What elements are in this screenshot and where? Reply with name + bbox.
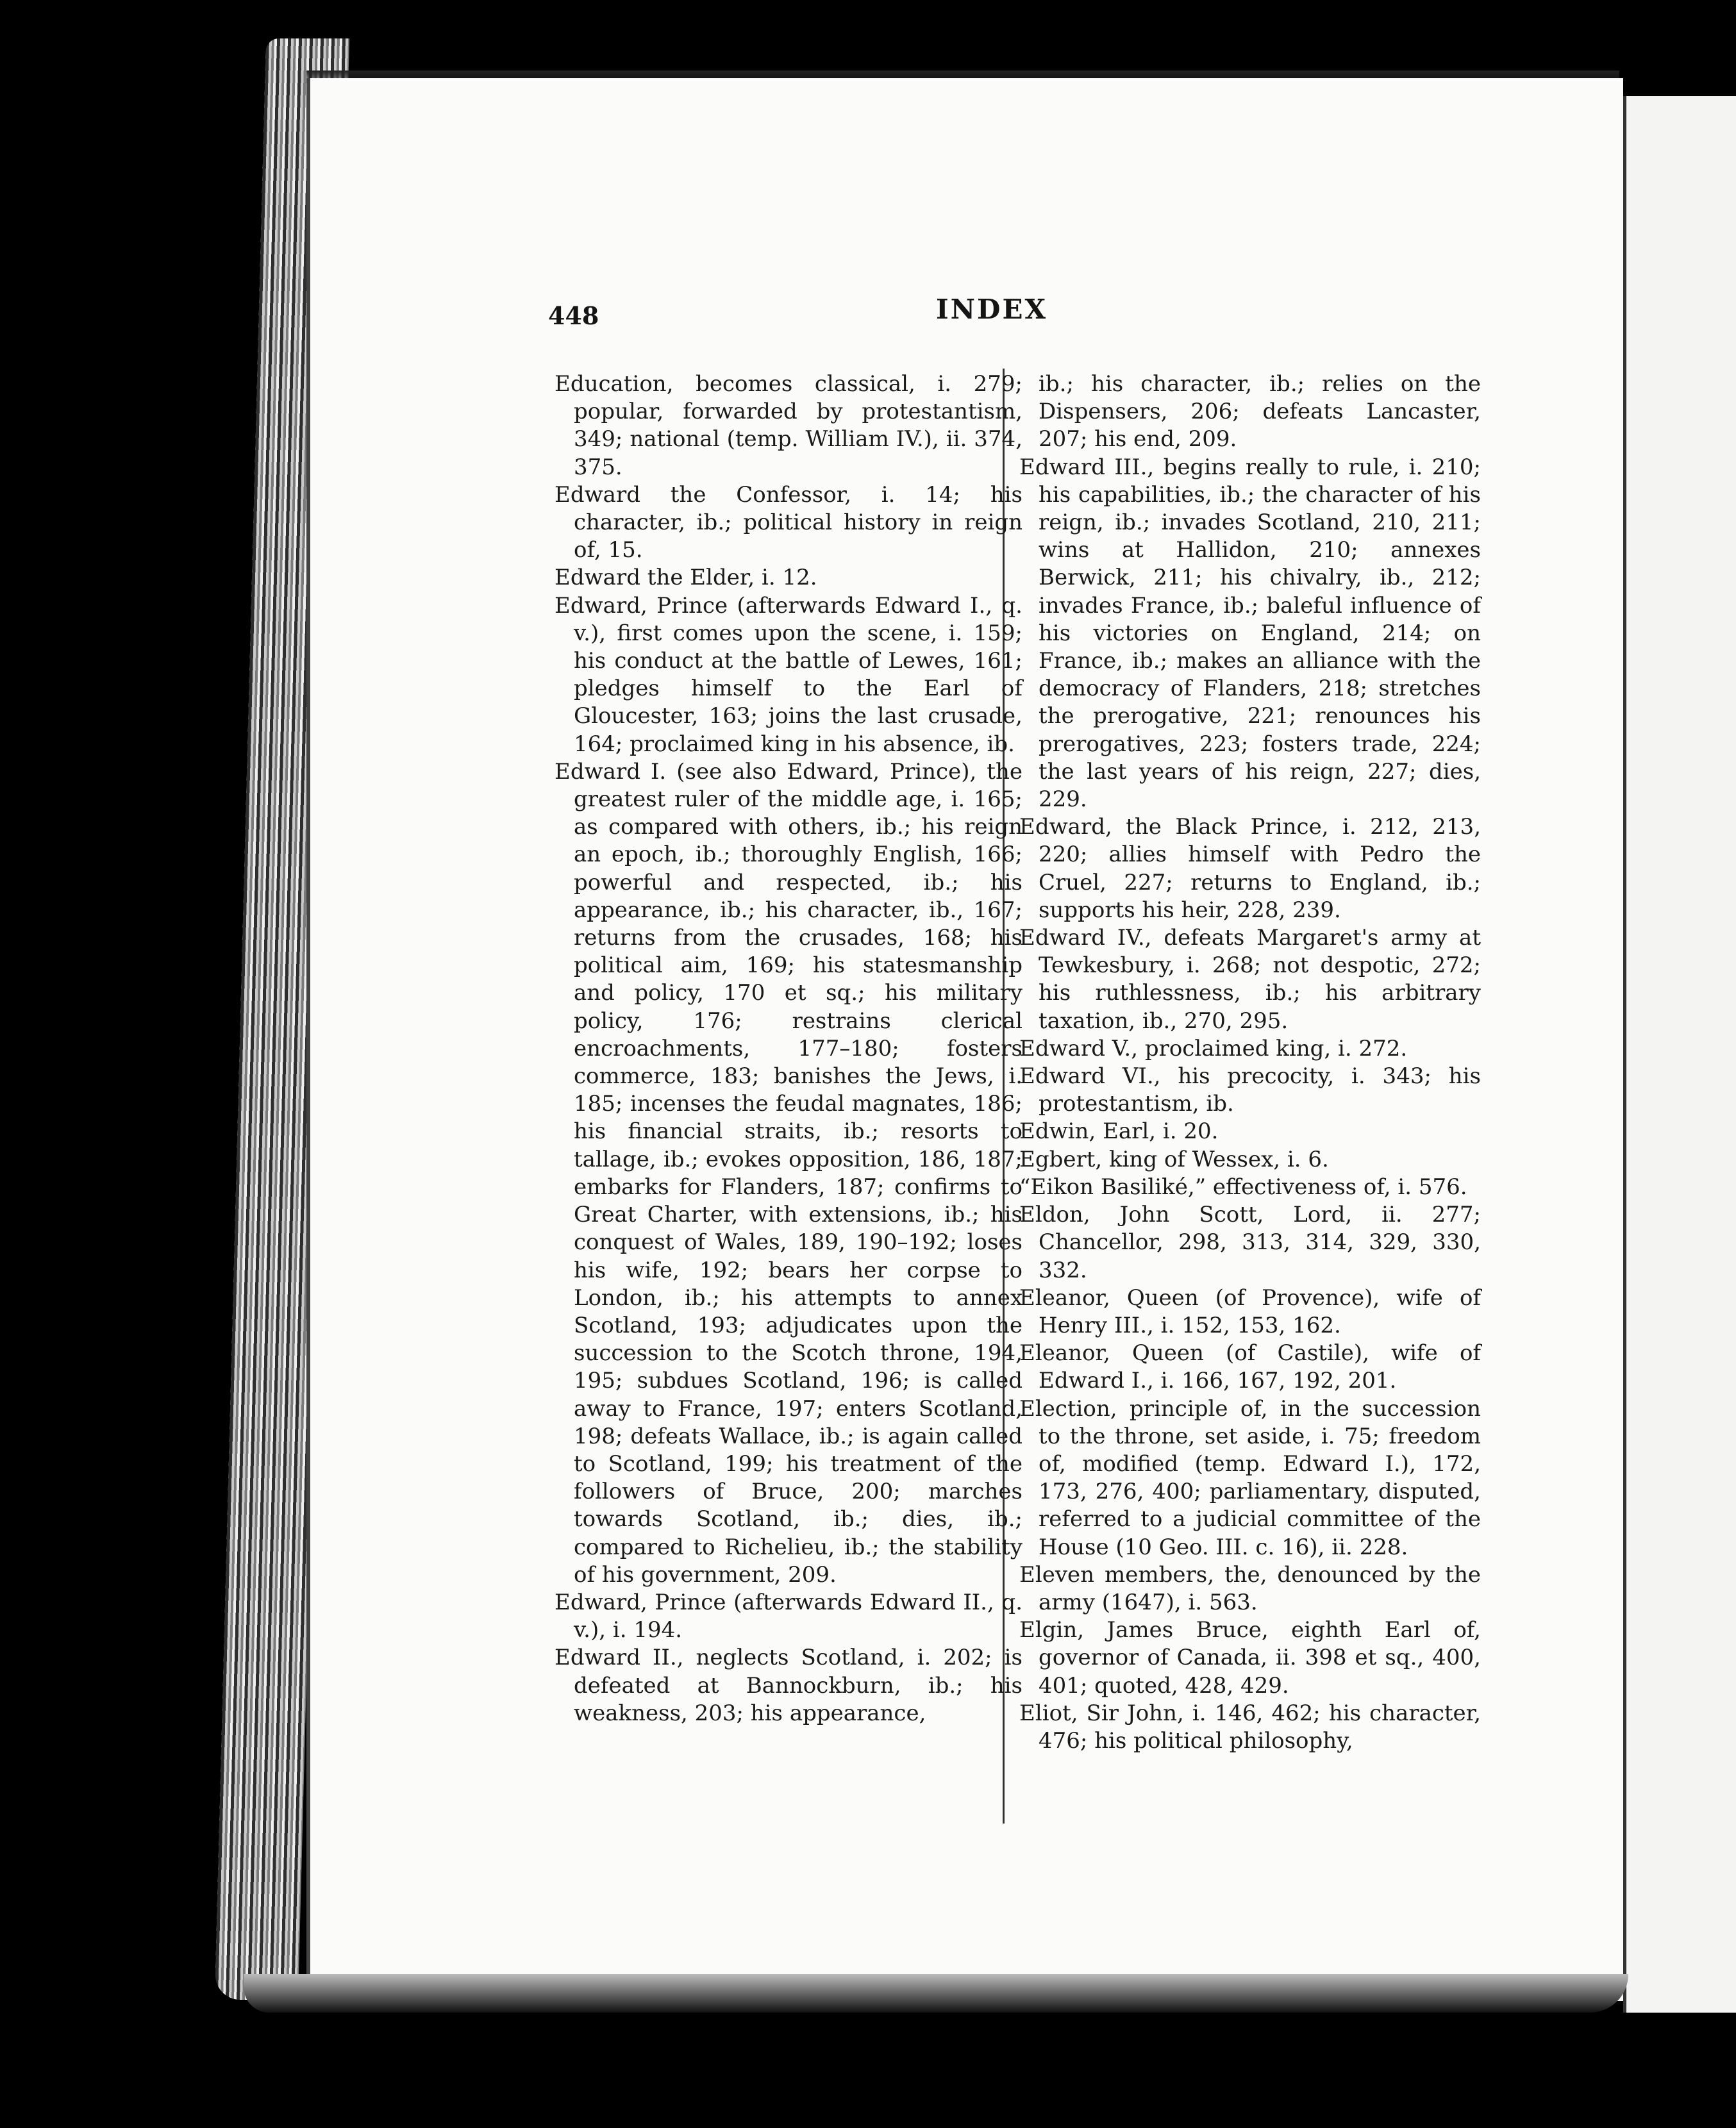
index-entry: Education, becomes classical, i. 279; popular, forwarded by protestantism, 349; national (temp. William IV.), ii. 374, 375. [555, 371, 1022, 480]
facing-page-edge [1623, 96, 1736, 2013]
index-entry: Edward, the Black Prince, i. 212, 213, 220; allies himself with Pedro the Cruel, 227; returns to England, ib.; supports his heir, 228, 239. [1019, 814, 1481, 923]
index-entry: Eleanor, Queen (of Castile), wife of Edward I., i. 166, 167, 192, 201. [1019, 1340, 1481, 1394]
index-entry: Edwin, Earl, i. 20. [1019, 1118, 1219, 1145]
page-bottom-curl [244, 1974, 1628, 2013]
index-entry: Edward IV., defeats Margaret's army at Tewkesbury, i. 268; not despotic, 272; his ruthlessness, ib.; his arbitrary taxation, ib., 270, 295. [1019, 925, 1481, 1034]
index-entry-continued: ib.; his character, ib.; relies on the Dispensers, 206; defeats Lancaster, 207; his end, 209. [1039, 371, 1481, 453]
index-entry: Edward VI., his precocity, i. 343; his protestantism, ib. [1019, 1063, 1481, 1117]
index-column-right [1019, 370, 1481, 1755]
running-head: INDEX [936, 294, 1048, 325]
index-entry: Eleanor, Queen (of Provence), wife of Henry III., i. 152, 153, 162. [1019, 1284, 1481, 1338]
index-entry: Edward, Prince (afterwards Edward I., q. v.), first comes upon the scene, i. 159; his conduct at the battle of Lewes, 161; pledges himself to the Earl of Gloucester, 163; joins the last crusade, 164; proclaimed king in his absence, ib. [555, 592, 1022, 757]
index-entry: Eldon, John Scott, Lord, ii. 277; Chancellor, 298, 313, 314, 329, 330, 332. [1019, 1202, 1481, 1283]
index-column-left [555, 370, 1022, 1727]
index-entry: Elgin, James Bruce, eighth Earl of, governor of Canada, ii. 398 et sq., 400, 401; quoted, 428, 429. [1019, 1617, 1481, 1699]
index-entry: Election, principle of, in the succession to the throne, set aside, i. 75; freedom of, modified (temp. Edward I.), 172, 173, 276, 400; parliamentary, disputed, referred to a judicial committee of the House (10 Geo. III. c. 16), ii. 228. [1019, 1395, 1481, 1560]
index-entry: Egbert, king of Wessex, i. 6. [1019, 1146, 1329, 1172]
index-entry: Edward the Elder, i. 12. [555, 565, 817, 591]
index-entry: Edward V., proclaimed king, i. 272. [1019, 1035, 1408, 1061]
index-entry: Edward, Prince (afterwards Edward II., q. v.), i. 194. [555, 1589, 1022, 1643]
index-entry: Edward I. (see also Edward, Prince), the greatest ruler of the middle age, i. 165; as compared with others, ib.; his reign an epoch, ib.; thoroughly English, 166; powerful and respected, ib.; his appearance, ib.; his character, ib., 167; returns from the crusades, 168; his political aim, 169; his statesmanship and policy, 170 et sq.; his military policy, 176; restrains clerical encroachments, 177–180; fosters commerce, 183; banishes the Jews, i. 185; incenses the feudal magnates, 186; his financial straits, ib.; resorts to tallage, ib.; evokes opposition, 186, 187; embarks for Flanders, 187; confirms to Great Charter, with extensions, ib.; his conquest of Wales, 189, 190–192; loses his wife, 192; bears her corpse to London, ib.; his attempts to annex Scotland, 193; adjudicates upon the succession to the Scotch throne, 194, 195; subdues Scotland, 196; is called away to France, 197; enters Scotland, 198; defeats Wallace, ib.; is again called to Scotland, 199; his treatment of the followers of Bruce, 200; marches towards Scotland, ib.; dies, ib.; compared to Richelieu, ib.; the stability of his government, 209. [555, 758, 1022, 1588]
page-number: 448 [548, 301, 599, 330]
index-entry: Edward the Confessor, i. 14; his character, ib.; political history in reign of, 15. [555, 481, 1022, 563]
index-entry: Edward III., begins really to rule, i. 210; his capabilities, ib.; the character of his reign, ib.; invades Scotland, 210, 211; wins at Hallidon, 210; annexes Berwick, 211; his chivalry, ib., 212; invades France, ib.; baleful influence of his victories on England, 214; on France, ib.; makes an alliance with the democracy of Flanders, 218; stretches the prerogative, 221; renounces his prerogatives, 223; fosters trade, 224; the last years of his reign, 227; dies, 229. [1019, 454, 1481, 813]
index-entry: Edward II., neglects Scotland, i. 202; is defeated at Bannockburn, ib.; his weakness, 203; his appearance, [555, 1645, 1022, 1726]
index-entry: Eliot, Sir John, i. 146, 462; his character, 476; his political philosophy, [1019, 1700, 1481, 1754]
index-entry: Eleven members, the, denounced by the army (1647), i. 563. [1019, 1561, 1481, 1615]
index-entry: “Eikon Basiliké,” effectiveness of, i. 576. [1019, 1174, 1467, 1200]
